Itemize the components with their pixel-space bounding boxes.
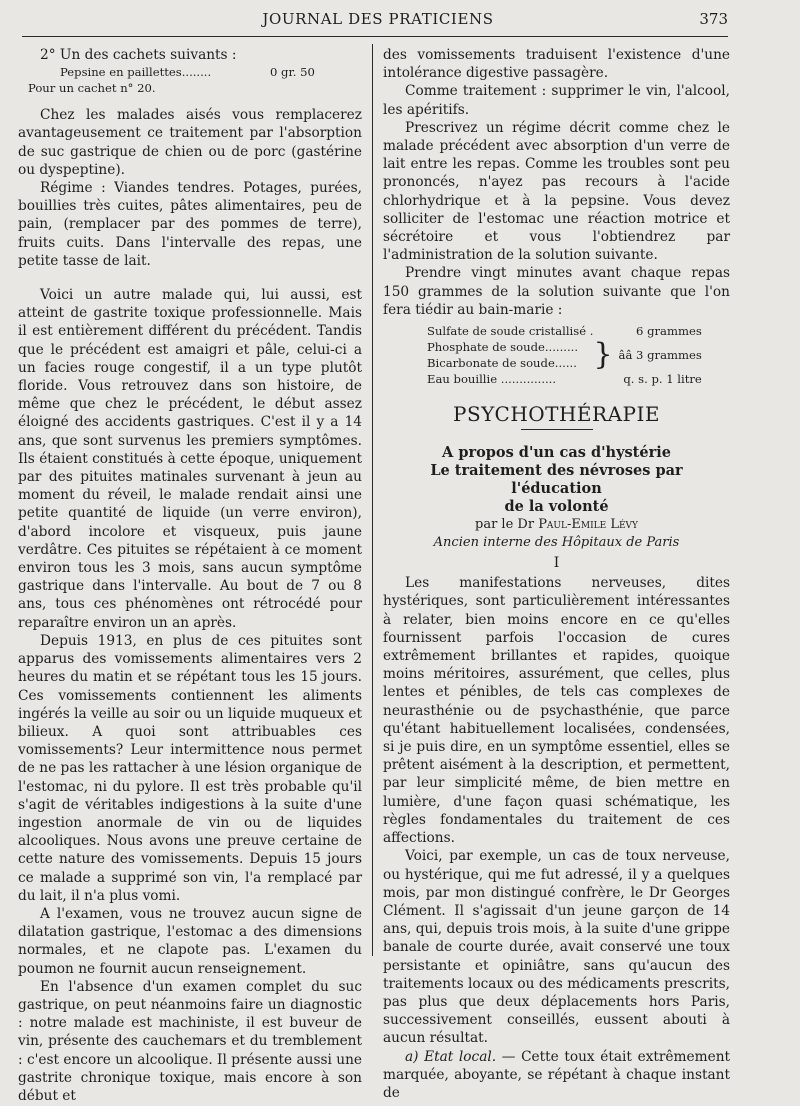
formula-table xyxy=(427,323,702,387)
author-name: Paul-Emile Lévy xyxy=(538,517,638,533)
byline-prefix: par le Dr xyxy=(475,517,535,533)
left-column xyxy=(18,46,362,1105)
prescription-dose: 0 gr. 50 xyxy=(270,65,315,80)
prescription-line xyxy=(18,64,362,80)
paragraph-text: — Cette toux était extrêmement marquée, aboyante, se répétant à chaque instant de xyxy=(383,1048,731,1101)
formula-ingredient: Bicarbonate de soude...... xyxy=(427,356,577,371)
formula-row xyxy=(427,323,702,339)
header-rule xyxy=(22,36,728,37)
column-divider xyxy=(372,44,373,956)
prescription-drug: Pepsine en paillettes........ xyxy=(60,65,212,80)
paragraph: Régime : Viandes tendres. Potages, purées, bouillies très cuites, pâtes alimentaires, peu de pain, (remplacer par des pommes de terre), fruits cuits. Dans l'intervalle des repas, une petite tasse de lait. xyxy=(18,180,362,269)
article-title-line: A propos d'un cas d'hystérie xyxy=(442,444,671,462)
paragraph: Comme traitement : supprimer le vin, l'alcool, les apéritifs. xyxy=(383,83,730,118)
formula-row xyxy=(427,371,702,387)
right-column xyxy=(383,46,730,1102)
running-title: JOURNAL DES PRATICIENS xyxy=(262,10,494,28)
author-affiliation: Ancien interne des Hôpitaux de Paris xyxy=(433,535,680,551)
byline xyxy=(383,516,730,534)
brace-glyph: } xyxy=(593,337,613,373)
paragraph: Prescrivez un régime décrit comme chez le malade précédent avec absorption d'un verre de lait entre les repas. Comme les troubles sont peu prononcés, n'ayez pas recours à l'acide chlorhydrique et à la pepsine. Vous devez solliciter de l'estomac une réaction motrice et sécrétoire et vous l'obtiendrez par l'administration de la solution suivante. xyxy=(383,119,730,264)
section-number: I xyxy=(553,555,560,572)
paragraph: des vomissements traduisent l'existence d'une intolérance digestive passagère. xyxy=(383,47,730,82)
paragraph: Prendre vingt minutes avant chaque repas 150 grammes de la solution suivante que l'on fera tiédir au bain-marie : xyxy=(383,265,730,318)
formula-ingredient: Phosphate de soude......... xyxy=(427,340,579,355)
paragraph: Les manifestations nerveuses, dites hystériques, sont particulièrement intéressantes à relater, bien moins encore en ce qu'elles fournissent parfois l'occasion de cures extrêmement brillantes et rapides, quoique moins méritoires, assurément, que celles, plus lentes et pénibles, de tels cas complexes de neurasthénie ou de psychasthénie, que parce qu'étant habituellement localisées, condensées, si je puis dire, en un symptôme essentiel, elles se prêtent aisément à la description, et permettent, par leur simplicité même, de bien mettre en lumière, d'une façon quasi schématique, les règles fondamentales du traitement de ces affections. xyxy=(383,575,730,847)
page-header xyxy=(28,10,728,34)
paragraph: Depuis 1913, en plus de ces pituites sont apparus des vomissements alimentaires vers 2 heures du matin et se répétant tous les 15 jours. Ces vomissements contiennent les aliments ingérés la veille au soir ou un liquide muqueux et bilieux. A quoi sont attribuables ces vomissements? Leur intermittence nous permet de ne pas les rattacher à une lésion organique de l'estomac, ni du pylore. Il est très probable qu'il s'agit de véritables indigestions à la suite d'une ingestion anormale de vin ou de liquides alcooliques. Nous avons une preuve certaine de cette nature des vomissements. Depuis 15 jours ce malade a supprimé son vin, l'a remplacé par du lait, il n'a plus vomi. xyxy=(18,632,362,904)
prescription-note: Pour un cachet n° 20. xyxy=(28,81,156,96)
article-title-line: de la volonté xyxy=(504,498,609,516)
paragraph: Voici un autre malade qui, lui aussi, est atteint de gastrite toxique professionnelle. Mais il est entièrement différent du précédent. Tandis que le précédent est amaigri et pâle, celui-ci a un facies rouge congestif, il a un type plutôt floride. Vous retrouvez dans son histoire, de même que chez le précédent, le début assez éloigné des accidents gastriques. C'est il y a 14 ans, que sont survenus les premiers symptômes. Ils étaient constitués à cette époque, uniquement par des pituites matinales survenant à jeun au moment du réveil, le malade rendait ainsi une petite quantité de liquide (un verre environ), d'abord incolore et visqueux, puis jaune verdâtre. Ces pituites se répétaient à ce moment environ tous les 3 mois, sans aucun symptôme gastrique dans l'intervalle. Au bout de 7 ou 8 ans, tous ces phénomènes ont rétrocédé pour reparaître environ un an après. xyxy=(18,287,362,631)
formula-quantity: ââ 3 grammes xyxy=(618,348,702,363)
cachets-intro: 2° Un des cachets suivants : xyxy=(40,47,237,63)
formula-row xyxy=(427,339,702,355)
formula-ingredient: Eau bouillie ............... xyxy=(427,372,557,387)
paragraph: Chez les malades aisés vous remplacerez avantageusement ce traitement par l'absorption de suc gastrique de chien ou de porc (gastérine ou dyspeptine). xyxy=(18,107,362,178)
paragraph: En l'absence d'un examen complet du suc gastrique, on peut néanmoins faire un diagnostic : notre malade est machiniste, il est buveur de vin, présente des cauchemars et du tremblement : c'est encore un alcoolique. Il présente aussi une gastrite chronique toxique, mais encore à son début et xyxy=(18,978,362,1104)
formula-ingredient: Sulfate de soude cristallisé . xyxy=(427,324,594,339)
page-number: 373 xyxy=(699,10,728,28)
paragraph xyxy=(383,1048,730,1103)
subsection-label: a) Etat local. xyxy=(405,1048,497,1065)
paragraph: Voici, par exemple, un cas de toux nerveuse, ou hystérique, qui me fut adressé, il y a quelques mois, par mon distingué confrère, le Dr Georges Clément. Il s'agissait d'un jeune garçon de 14 ans, qui, depuis trois mois, à la suite d'une grippe banale de courte durée, avait conservé une toux persistante et opiniâtre, sans qu'aucun des traitements locaux ou des médicaments prescrits, pas plus que deux déplacements hors Paris, successivement conseillés, eussent abouti à aucun résultat. xyxy=(383,848,730,1047)
heading-rule xyxy=(521,429,593,430)
article-title-line: Le traitement des névroses par l'éducation xyxy=(430,462,683,498)
formula-quantity: q. s. p. 1 litre xyxy=(623,372,702,387)
paragraph: A l'examen, vous ne trouvez aucun signe de dilatation gastrique, l'estomac a des dimensions normales, et ne clapote pas. L'examen du poumon ne fournit aucun renseignement. xyxy=(18,905,362,977)
formula-quantity: 6 grammes xyxy=(636,324,702,339)
section-heading: PSYCHOTHÉRAPIE xyxy=(453,402,660,427)
